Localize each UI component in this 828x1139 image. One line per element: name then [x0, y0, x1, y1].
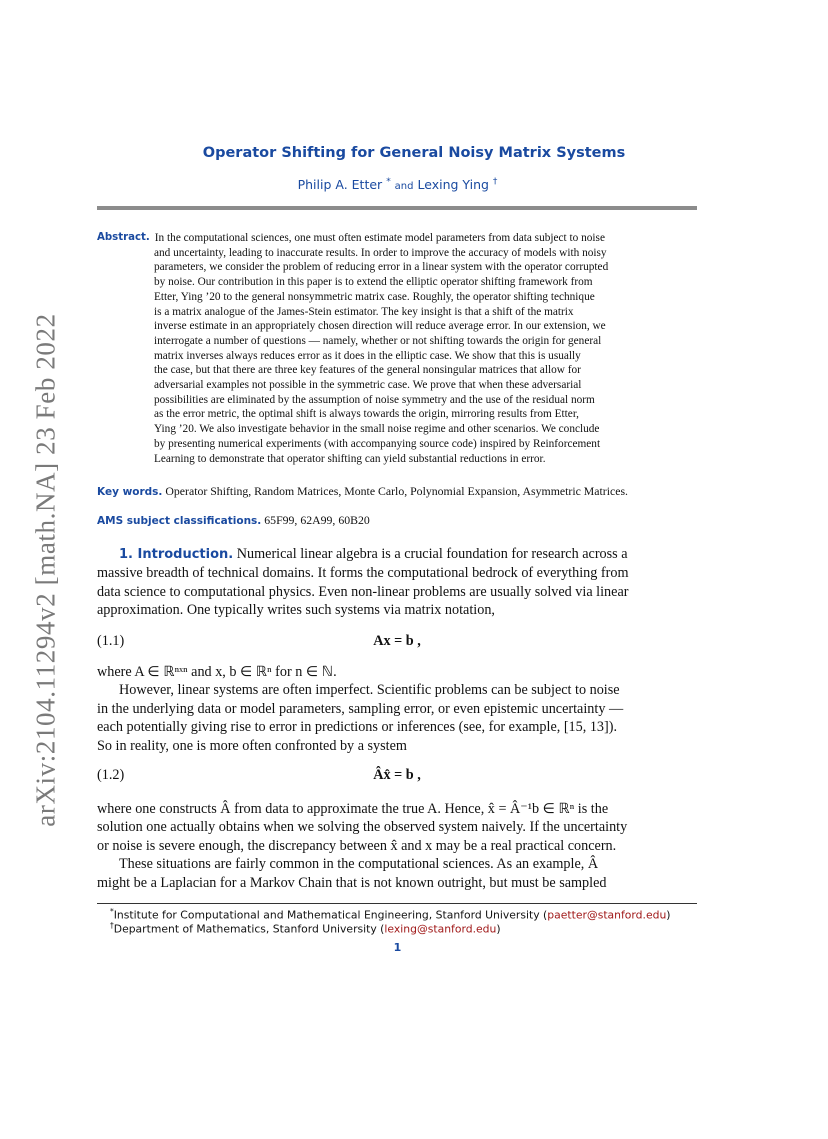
footnote-mark-1[interactable]: * — [386, 177, 391, 187]
paper-title: Operator Shifting for General Noisy Matrix Systems — [202, 145, 626, 161]
paragraph-line: approximation. One typically writes such systems via matrix notation, — [97, 602, 495, 619]
abstract-line: possibilities are eliminated by the assumption of noise symmetry and the use of the residual norm — [154, 393, 595, 406]
page-number: 1 — [393, 941, 402, 954]
email-link-ying[interactable]: lexing@stanford.edu — [384, 922, 497, 936]
introduction-paragraph: 1. Introduction. Numerical linear algebra is a crucial foundation for research across a massive breadth of technical domains. It forms the computational bedrock of everything from data science to computational physics. Even non-linear problems are usually solved via linear approximation. One typically writes such systems via matrix notation, — [97, 545, 697, 620]
paragraph-line: in the underlying data or model parameters, sampling error, or even epistemic uncertainty — — [97, 700, 624, 717]
equation-body: Ax = b , — [373, 633, 421, 649]
abstract-line: the case, but that there are three key features of the general nonsingular matrices that allow for — [154, 364, 581, 377]
paragraph-line: data science to computational physics. Even non-linear problems are usually solved via linear — [97, 583, 629, 600]
paragraph-line: or noise is severe enough, the discrepancy between x̂ and x may be a real practical concern. — [97, 837, 617, 854]
abstract-line: Learning to demonstrate that operator shifting can yield substantial reductions in error. — [154, 452, 546, 465]
abstract-line: Abstract. In the computational sciences, one must often estimate model parameters from data subject to noise — [97, 232, 605, 244]
paragraph-line: where A ∈ ℝⁿˣⁿ and x, b ∈ ℝⁿ for n ∈ ℕ. — [97, 664, 337, 680]
abstract-block — [97, 231, 697, 466]
author-conjunction: and — [394, 181, 414, 193]
equation-body: Âx̂ = b , — [373, 767, 421, 783]
keywords-text: Operator Shifting, Random Matrices, Monte Carlo, Polynomial Expansion, Asymmetric Matrices. — [165, 484, 628, 498]
keywords-line — [97, 484, 707, 499]
paragraph-line: might be a Laplacian for a Markov Chain that is not known outright, but must be sampled — [97, 874, 607, 891]
paragraph-observed-system — [97, 800, 697, 892]
paragraph-line: However, linear systems are often imperfect. Scientific problems can be subject to noise — [119, 682, 620, 699]
footnote-1: *Institute for Computational and Mathematical Engineering, Stanford University (paetter@stanford.edu) — [110, 907, 671, 922]
abstract-line: interrogate a number of questions — namely, whether or not shifting towards the origin for general — [154, 334, 602, 347]
paragraph-line: massive breadth of technical domains. It forms the computational bedrock of everything from — [97, 565, 629, 582]
paragraph-line: each potentially giving rise to error in predictions or inferences (see, for example, [15, 13]). — [97, 719, 618, 736]
ams-line — [97, 513, 707, 528]
paragraph-imperfect-systems — [97, 663, 697, 755]
title-rule — [97, 206, 697, 210]
abstract-label: Abstract. — [97, 232, 150, 243]
paragraph-line: So in reality, one is more often confronted by a system — [97, 737, 407, 754]
arxiv-side-stamp: arXiv:2104.11294v2 [math.NA] 23 Feb 2022 — [30, 313, 61, 827]
ams-text: 65F99, 62A99, 60B20 — [264, 513, 370, 527]
author-ying[interactable]: Lexing Ying — [417, 177, 489, 193]
ams-label: AMS subject classifications. — [97, 515, 262, 527]
abstract-line: is a matrix analogue of the James-Stein estimator. The key insight is that a shift of the matrix — [154, 305, 574, 318]
abstract-line: adversarial examples not possible in the symmetric case. We prove that when these adversarial — [154, 379, 582, 392]
author-etter[interactable]: Philip A. Etter — [297, 177, 383, 193]
abstract-line: by presenting numerical experiments (with accompanying source code) inspired by Reinforcement — [154, 437, 601, 450]
abstract-line: inverse estimate in an appropriately chosen direction will reduce average error. In our extension, we — [154, 320, 606, 333]
equation-number: (1.2) — [97, 767, 125, 783]
abstract-line: by noise. Our contribution in this paper is to extend the elliptic operator shifting framework from — [154, 276, 593, 289]
equation-number: (1.1) — [97, 633, 125, 649]
email-link-etter[interactable]: paetter@stanford.edu — [547, 908, 667, 922]
abstract-line: as the error metric, the optimal shift is always towards the origin, mirroring results from Etter, — [154, 408, 579, 421]
abstract-line: and uncertainty, leading to inaccurate results. In order to improve the accuracy of models with noisy — [154, 246, 607, 259]
footnote-2: †Department of Mathematics, Stanford University (lexing@stanford.edu) — [110, 921, 501, 936]
footnote-mark-2[interactable]: † — [492, 177, 498, 187]
abstract-line: Etter, Ying ’20 to the general nonsymmetric matrix case. Roughly, the operator shifting technique — [154, 290, 595, 303]
paragraph-line: These situations are fairly common in the computational sciences. As an example, Â — [119, 856, 599, 873]
footnote-rule — [97, 903, 697, 904]
paragraph-line: where one constructs Â from data to approximate the true A. Hence, x̂ = Â⁻¹b ∈ ℝⁿ is the — [97, 801, 609, 817]
section-heading-introduction[interactable]: 1. Introduction. — [119, 547, 234, 562]
keywords-label: Key words. — [97, 486, 163, 498]
abstract-line: matrix inverses always reduces error as it does in the elliptic case. We show that this is usually — [154, 349, 581, 362]
author-line — [0, 177, 795, 192]
paragraph-line: solution one actually obtains when we solving the observed system naively. If the uncertainty — [97, 819, 628, 836]
abstract-line: Ying ’20. We also investigate behavior in the small noise regime and other scenarios. We conclude — [154, 423, 600, 436]
abstract-line: parameters, we consider the problem of reducing error in a linear system with the operator corrupted — [154, 261, 609, 274]
